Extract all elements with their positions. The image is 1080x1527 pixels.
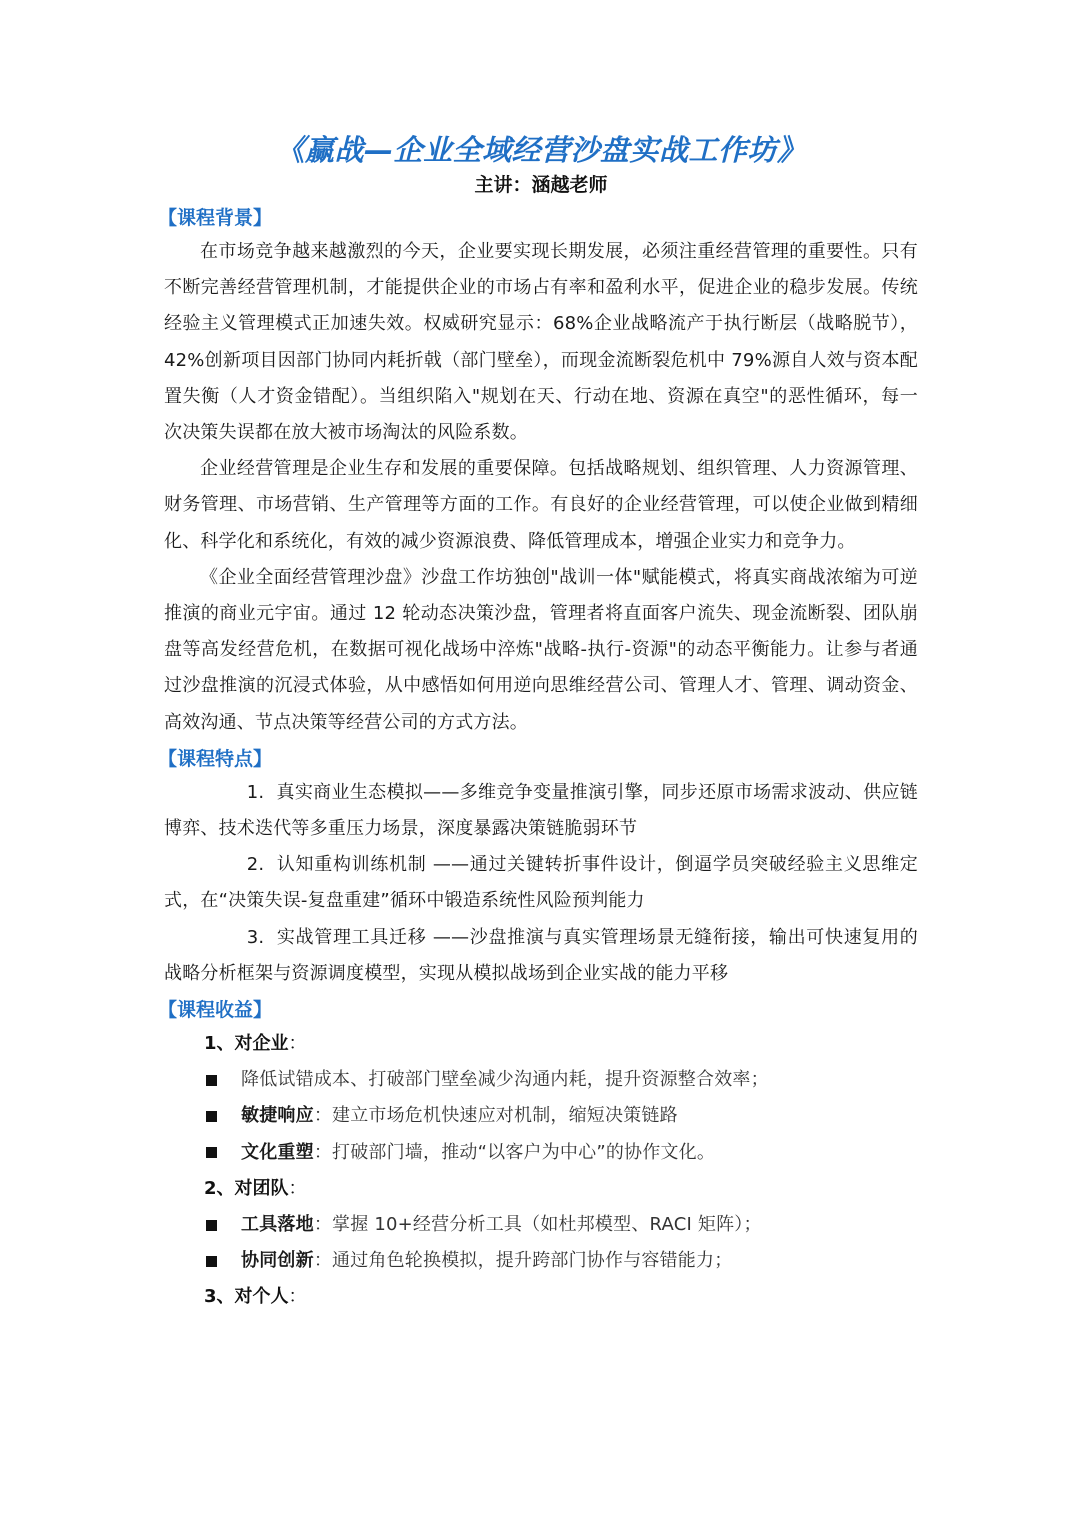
benefit-text: ：打破部门墙，推动“以客户为中心”的协作文化。 (313, 1141, 716, 1163)
section-heading-benefits: 【课程收益】 (158, 999, 273, 1022)
benefit-bullet (206, 1243, 918, 1279)
benefit-keyword: 文化重塑 (241, 1141, 314, 1163)
benefit-group-colon: ： (288, 1286, 307, 1308)
benefit-bullet (206, 1207, 918, 1243)
benefit-keyword: 工具落地 (241, 1214, 314, 1236)
feature-text: 认知重构训练机制 ——通过关键转折事件设计，倒逼学员突破经验主义思维定式，在“决策失误-复盘重建”循环中锻造系统性风险预判能力 (164, 854, 918, 912)
square-bullet-icon (206, 1147, 217, 1158)
feature-item (164, 847, 918, 919)
benefit-group-label: 3、对个人 (204, 1286, 289, 1308)
square-bullet-icon (206, 1256, 217, 1267)
feature-number: 1. (246, 781, 265, 803)
benefit-group-label: 1、对企业 (204, 1033, 289, 1055)
square-bullet-icon (206, 1111, 217, 1122)
lecturer-line: 主讲：涵越老师 (474, 174, 608, 196)
benefit-bullet (206, 1062, 918, 1098)
benefit-bullet (206, 1135, 918, 1171)
feature-number: 3. (246, 926, 265, 948)
background-paragraph: 企业经营管理是企业生存和发展的重要保障。包括战略规划、组织管理、人力资源管理、财务管理、市场营销、生产管理等方面的工作。有良好的企业经营管理，可以使企业做到精细化、科学化和系统化，有效的减少资源浪费、降低管理成本，增强企业实力和竞争力。 (164, 458, 918, 552)
section-heading-features: 【课程特点】 (158, 747, 273, 770)
background-paragraph: 《企业全面经营管理沙盘》沙盘工作坊独创"战训一体"赋能模式，将真实商战浓缩为可逆推演的商业元宇宙。通过 12 轮动态决策沙盘，管理者将直面客户流失、现金流断裂、团队崩盘等高发经营危机，在数据可视化战场中淬炼"战略-执行-资源"的动态平衡能力。让参与者通过沙盘推演的沉浸式体验，从中感悟如何用逆向思维经营公司、管理人才、管理、调动资金、高效沟通、节点决策等经营公司的方式方法。 (164, 566, 918, 733)
benefit-text: 降低试错成本、打破部门壁垒减少沟通内耗，提升资源整合效率； (241, 1069, 769, 1091)
document-title: 《赢战—企业全域经营沙盘实战工作坊》 (275, 133, 807, 167)
feature-item (164, 920, 918, 992)
benefit-text: ：建立市场危机快速应对机制，缩短决策链路 (313, 1105, 678, 1127)
benefit-text: ：掌握 10+经营分析工具（如杜邦模型、RACI 矩阵）； (313, 1214, 762, 1236)
benefit-keyword: 敏捷响应 (241, 1105, 314, 1127)
square-bullet-icon (206, 1075, 217, 1086)
benefit-text: ：通过角色轮换模拟，提升跨部门协作与容错能力； (313, 1250, 733, 1272)
feature-text: 实战管理工具迁移 ——沙盘推演与真实管理场景无缝衔接，输出可快速复用的战略分析框架与资源调度模型，实现从模拟战场到企业实战的能力平移 (164, 926, 918, 984)
square-bullet-icon (206, 1220, 217, 1231)
feature-number: 2. (246, 854, 265, 876)
benefit-group-label: 2、对团队 (204, 1177, 289, 1199)
benefit-group-colon: ： (288, 1177, 307, 1199)
benefit-group-title-enterprise (204, 1026, 918, 1062)
benefit-group-colon: ： (288, 1033, 307, 1055)
feature-text: 真实商业生态模拟——多维竞争变量推演引擎，同步还原市场需求波动、供应链博弈、技术迭代等多重压力场景，深度暴露决策链脆弱环节 (164, 781, 918, 840)
background-paragraph: 在市场竞争越来越激烈的今天，企业要实现长期发展，必须注重经营管理的重要性。只有不断完善经营管理机制，才能提供企业的市场占有率和盈利水平，促进企业的稳步发展。传统经验主义管理模式正加速失效。权威研究显示：68%企业战略流产于执行断层（战略脱节），42%创新项目因部门协同内耗折戟（部门壁垒），而现金流断裂危机中 79%源自人效与资本配置失衡（人才资金错配）。当组织陷入"规划在天、行动在地、资源在真空"的恶性循环，每一次决策失误都在放大被市场淘汰的风险系数。 (164, 241, 918, 444)
benefit-keyword: 协同创新 (241, 1250, 314, 1272)
section-heading-background: 【课程背景】 (158, 207, 273, 229)
benefit-group-title-individual (204, 1279, 918, 1315)
benefit-bullet (206, 1098, 918, 1134)
benefit-group-title-team (204, 1171, 918, 1207)
feature-item (164, 775, 918, 847)
